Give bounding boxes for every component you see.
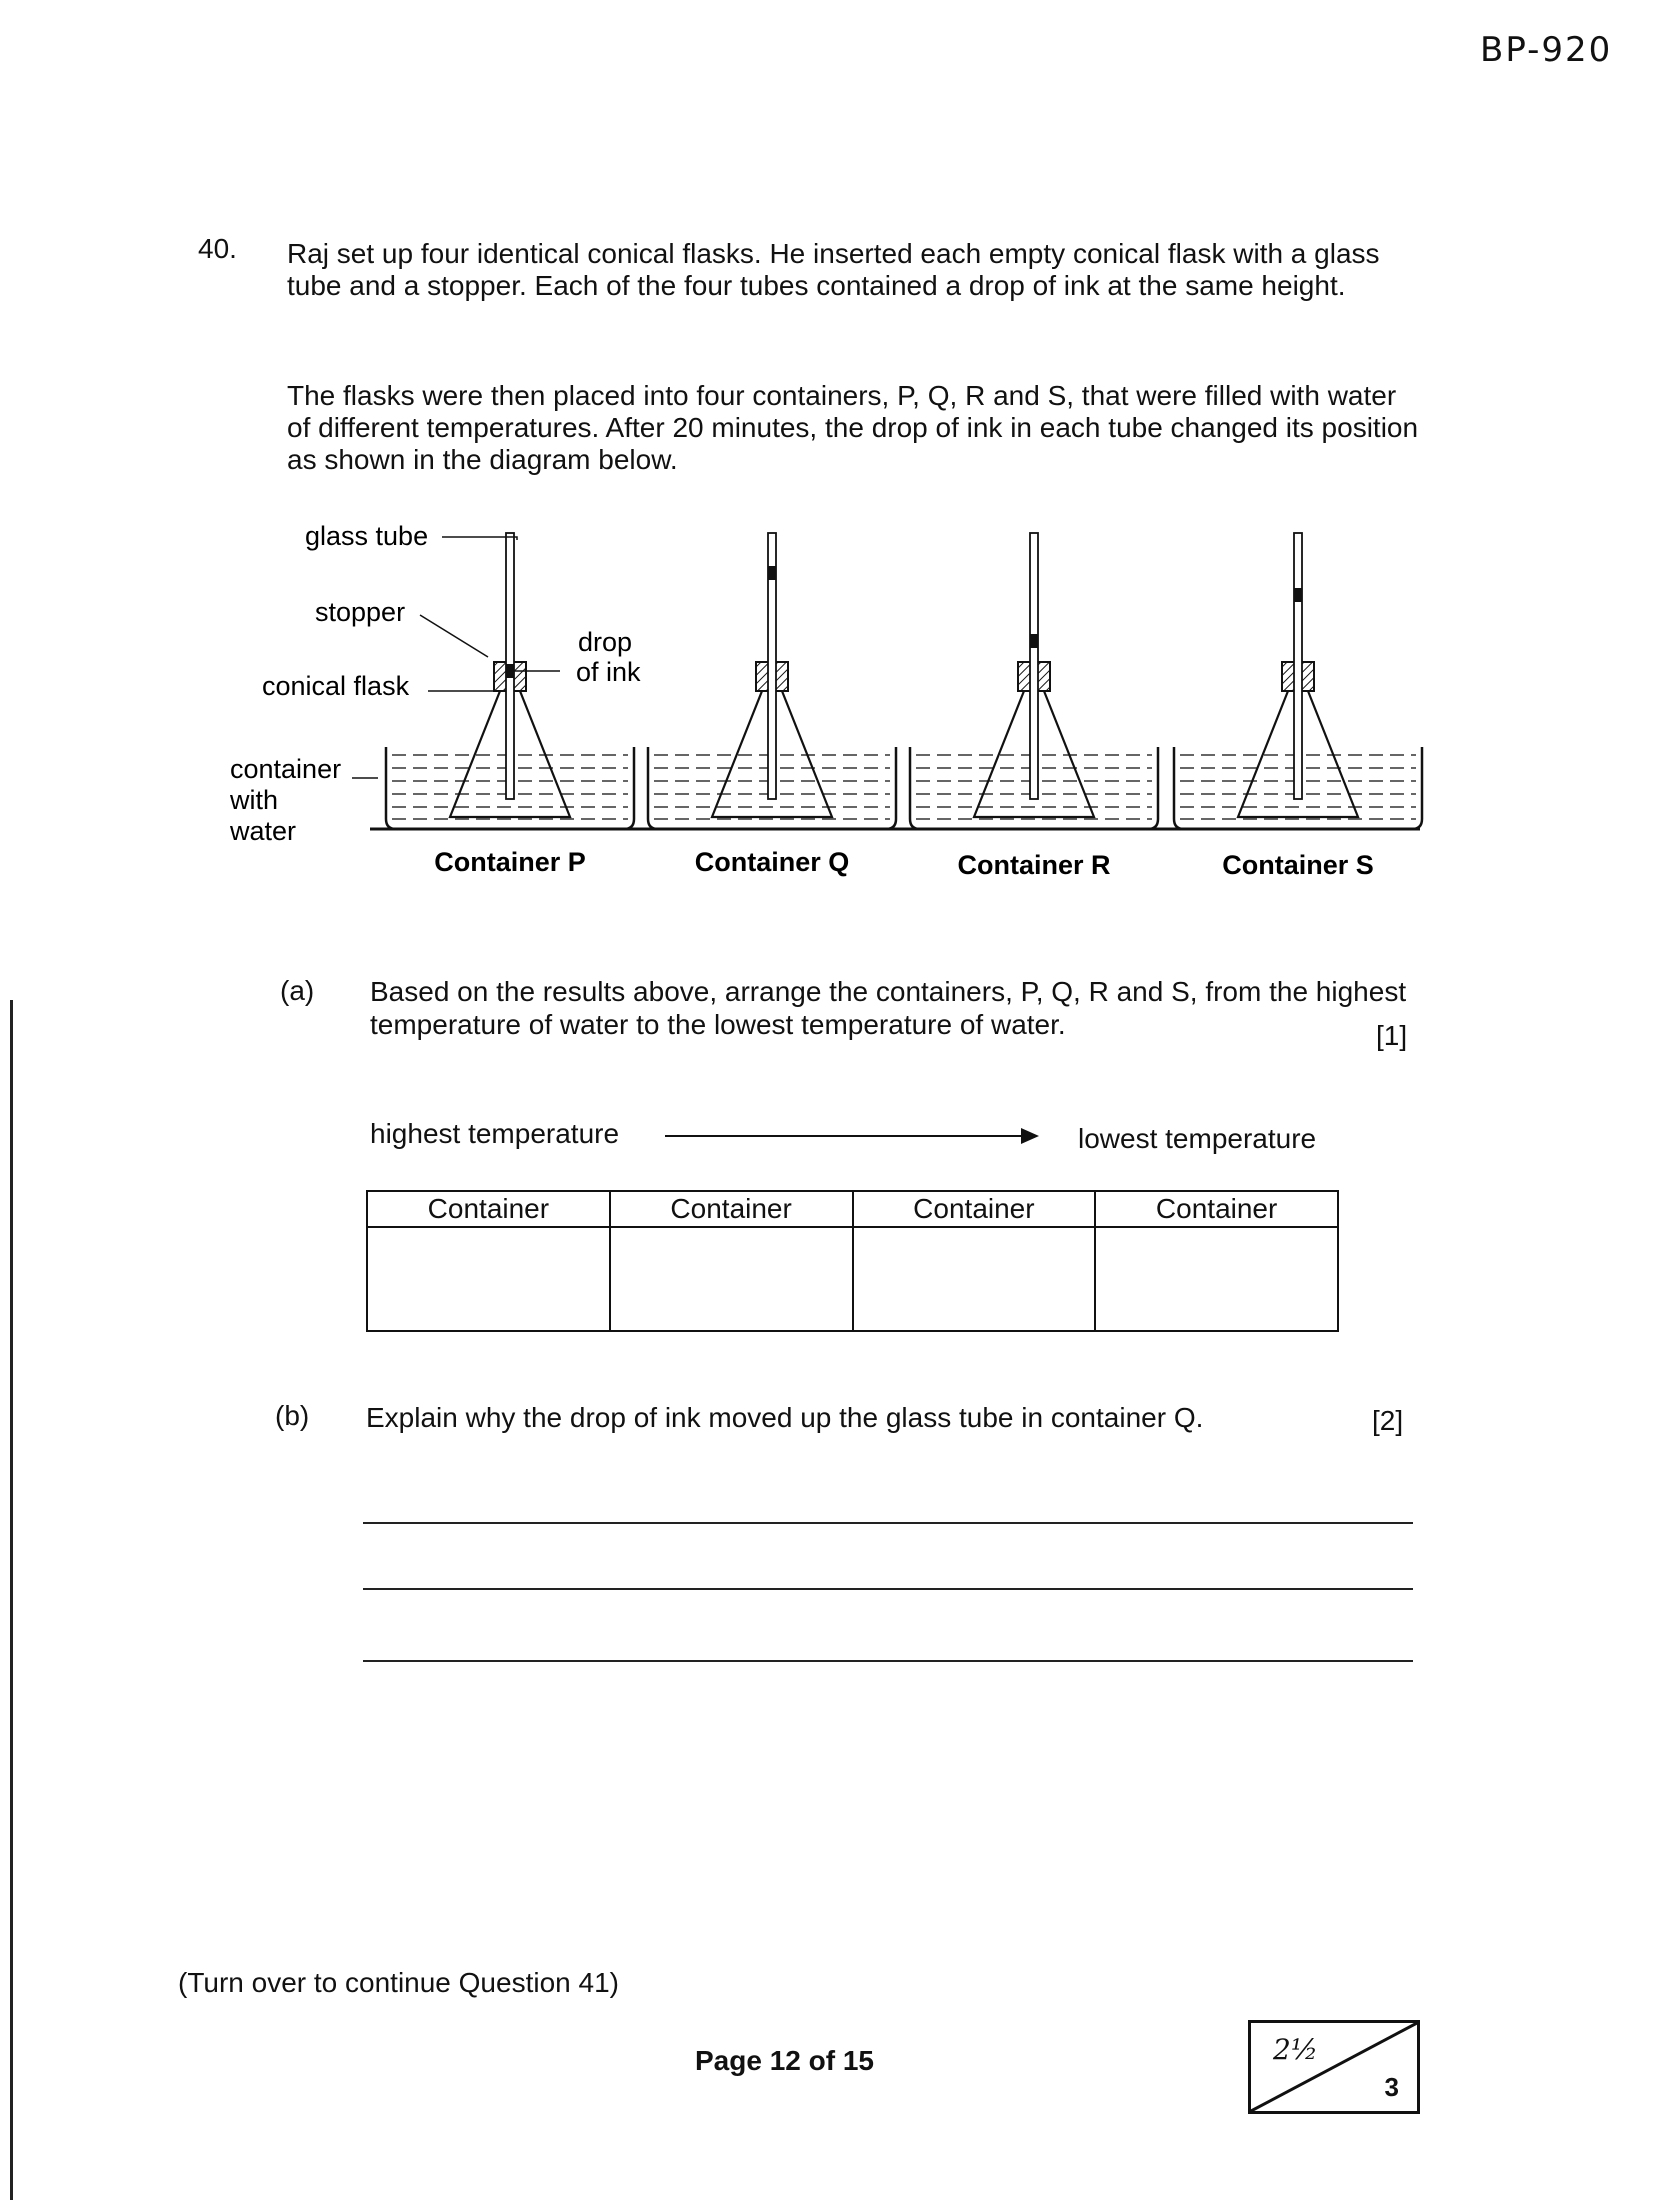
score-awarded: 2½ bbox=[1273, 2033, 1318, 2066]
label-stopper: stopper bbox=[315, 597, 406, 627]
label-drop-2: of ink bbox=[576, 657, 641, 687]
score-max: 3 bbox=[1384, 2072, 1399, 2102]
answer-cell[interactable] bbox=[610, 1227, 853, 1331]
ink-drop-r bbox=[1030, 634, 1038, 648]
highest-temperature-label: highest temperature bbox=[370, 1118, 620, 1149]
ink-drop-p bbox=[506, 664, 514, 678]
part-a-marks: [1] bbox=[1376, 1020, 1408, 1051]
label-leaders bbox=[352, 537, 560, 778]
paper-code: BP-920 bbox=[1480, 30, 1613, 70]
answer-col-header: Container bbox=[853, 1191, 1096, 1227]
part-b-label: (b) bbox=[275, 1400, 310, 1431]
page-number: Page 12 of 15 bbox=[695, 2045, 874, 2076]
answer-col-header: Container bbox=[610, 1191, 853, 1227]
label-glass-tube: glass tube bbox=[305, 521, 429, 551]
answer-line[interactable] bbox=[363, 1660, 1413, 1662]
flask-diagram bbox=[220, 515, 1450, 895]
glass-tube-r bbox=[1030, 533, 1038, 799]
answer-table bbox=[366, 1190, 1339, 1332]
container-label-s: Container S bbox=[1222, 850, 1374, 880]
turn-over-note: (Turn over to continue Question 41) bbox=[178, 1967, 619, 1998]
container-label-r: Container R bbox=[957, 850, 1111, 880]
container-label-q: Container Q bbox=[694, 847, 850, 877]
part-a-label: (a) bbox=[280, 975, 315, 1006]
left-margin-rule bbox=[10, 1000, 13, 2200]
answer-line[interactable] bbox=[363, 1522, 1413, 1524]
ink-drop-q bbox=[768, 566, 776, 580]
part-a-text: Based on the results above, arrange the containers, P, Q, R and S, from the highest temperature of water to the lowest temperature of water. bbox=[370, 976, 1407, 1040]
question-number: 40. bbox=[198, 233, 237, 264]
label-drop-1: drop bbox=[578, 627, 633, 657]
question-intro: Raj set up four identical conical flasks. He inserted each empty conical flask with a glass tube and a stopper. Each of the four tubes contained a drop of ink at the same height. bbox=[287, 238, 1380, 301]
answer-line[interactable] bbox=[363, 1588, 1413, 1590]
part-b-text: Explain why the drop of ink moved up the glass tube in container Q. bbox=[366, 1402, 1204, 1433]
answer-cell[interactable] bbox=[367, 1227, 610, 1331]
arrow-right-icon bbox=[665, 1135, 1035, 1137]
label-container-3: water bbox=[230, 816, 297, 846]
container-label-p: Container P bbox=[434, 847, 586, 877]
label-container-1: container bbox=[230, 754, 342, 784]
question-setup: The flasks were then placed into four containers, P, Q, R and S, that were filled with water of different temperatures. After 20 minutes, the drop of ink in each tube changed its position as shown in the diagram below. bbox=[287, 380, 1419, 475]
label-container-2: with bbox=[230, 785, 279, 815]
answer-col-header: Container bbox=[367, 1191, 610, 1227]
answer-col-header: Container bbox=[1095, 1191, 1338, 1227]
answer-cell[interactable] bbox=[1095, 1227, 1338, 1331]
label-conical-flask: conical flask bbox=[262, 671, 410, 701]
score-box bbox=[1248, 2020, 1420, 2114]
lowest-temperature-label: lowest temperature bbox=[1078, 1123, 1317, 1154]
ink-drop-s bbox=[1294, 588, 1302, 602]
part-b-marks: [2] bbox=[1372, 1405, 1404, 1436]
answer-cell[interactable] bbox=[853, 1227, 1096, 1331]
glass-tube-s bbox=[1294, 533, 1302, 799]
